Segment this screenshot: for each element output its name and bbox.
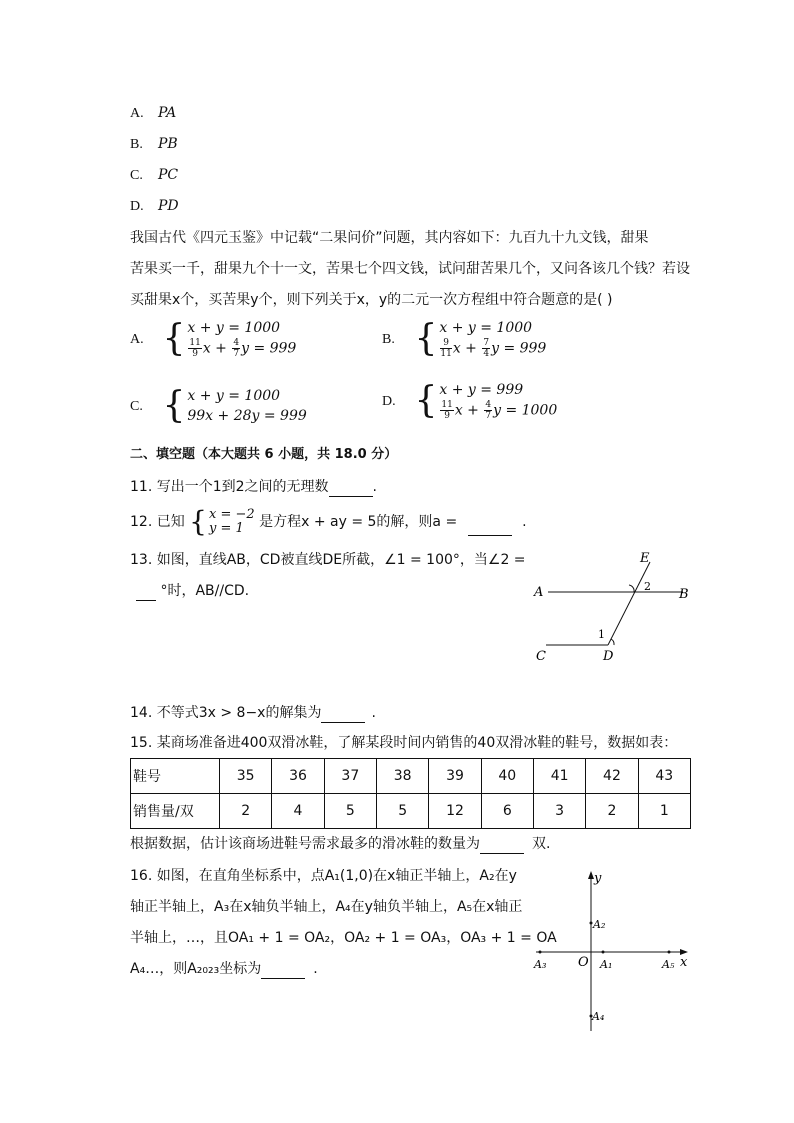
table-cell: 4	[272, 794, 324, 829]
label-e: E	[640, 551, 650, 566]
table-cell: 35	[220, 759, 272, 794]
q13-line-2: °时，AB//CD.	[130, 581, 249, 601]
table-cell: 40	[481, 759, 533, 794]
table-cell: 37	[324, 759, 376, 794]
q13-line-1: 13. 如图，直线AB，CD被直线DE所截，∠1 = 100°，当∠2 =	[130, 552, 526, 568]
table-cell: 5	[324, 794, 376, 829]
q15-text: 15. 某商场准备进400双滑冰鞋，了解某段时间内销售的40双滑冰鞋的鞋号，数据如表：	[130, 735, 678, 751]
equation-system: { x + y = 1000 99x + 28y = 999	[162, 385, 307, 426]
parallel-lines-figure	[528, 548, 698, 668]
table-header: 鞋号	[131, 759, 220, 794]
answer-blank[interactable]	[261, 964, 305, 979]
q16-line-4: A₄…，则A₂₀₂₃坐标为 .	[130, 961, 318, 977]
label-c: C	[536, 649, 546, 664]
answer-blank[interactable]	[321, 708, 365, 723]
table-header: 销售量/双	[131, 794, 220, 829]
answer-blank[interactable]	[329, 482, 373, 497]
answer-blank[interactable]	[136, 586, 156, 601]
table-cell: 3	[533, 794, 585, 829]
q9-option-b[interactable]: B. PB	[130, 136, 178, 152]
table-cell: 38	[376, 759, 428, 794]
q10-line-1: 我国古代《四元玉鉴》中记载“二果问价”问题，其内容如下：九百九十九文钱，甜果	[130, 230, 649, 246]
q16-line-3: 半轴上，…，且OA₁ + 1 = OA₂，OA₂ + 1 = OA₃，OA₃ + 1 = OA	[130, 930, 557, 946]
q16-line-1: 16. 如图，在直角坐标系中，点A₁(1,0)在x轴正半轴上，A₂在y	[130, 868, 517, 884]
q14: 14. 不等式3x > 8−x的解集为 .	[130, 705, 376, 721]
table-cell: 42	[586, 759, 638, 794]
table-cell: 12	[429, 794, 481, 829]
point-a5	[668, 951, 671, 954]
q10-option-d[interactable]: D. { x + y = 999 $\frac{11}{9}$ x + $\frac{4}{7}$ y = 1000	[382, 379, 558, 421]
table-cell: 6	[481, 794, 533, 829]
q11: 11. 写出一个1到2之间的无理数 .	[130, 479, 377, 495]
q9-option-d[interactable]: D. PD	[130, 198, 179, 214]
table-cell: 5	[376, 794, 428, 829]
table-cell: 2	[586, 794, 638, 829]
angle-2-arc	[629, 585, 634, 592]
table-row	[131, 794, 691, 829]
section-title: 二、填空题（本大题共 6 小题，共 18.0 分）	[130, 447, 398, 462]
label-d: D	[603, 649, 614, 664]
point-a3	[539, 951, 542, 954]
q16-line-2: 轴正半轴上，A₃在x轴负半轴上，A₄在y轴负半轴上，A₅在x轴正	[130, 899, 523, 915]
q10-option-a[interactable]: A. { x + y = 1000 $\frac{11}{9}$ x + $\frac{4}{7}$ y = 999	[130, 317, 297, 359]
q10-option-c[interactable]: C. { x + y = 1000 99x + 28y = 999	[130, 385, 307, 426]
label-a: A	[534, 585, 544, 600]
equation-system: { x + y = 999 $\frac{11}{9}$ x + $\frac{4}{7}$ y = 1000	[414, 379, 558, 421]
equation-system: { x + y = 1000 $\frac{9}{11}$ x + $\frac{7}{4}$ y = 999	[414, 317, 547, 359]
equation-system: { x + y = 1000 $\frac{11}{9}$ x + $\frac{4}{7}$ y = 999	[162, 317, 297, 359]
label-y: y	[594, 871, 602, 886]
label-a1: A₁	[600, 958, 613, 971]
label-angle-1: 1	[598, 628, 605, 641]
label-a2: A₂	[593, 918, 606, 931]
table-row	[131, 759, 691, 794]
q10-line-3: 买甜果x个，买苦果y个，则下列关于x，y的二元一次方程组中符合题意的是( )	[130, 292, 613, 308]
point-a1	[602, 951, 605, 954]
q10-line-2: 苦果买一千，甜果九个十一文，苦果七个四文钱，试问甜苦果几个，又问各该几个钱？若设	[130, 261, 690, 277]
label-o: O	[578, 955, 589, 970]
answer-blank[interactable]	[468, 521, 512, 536]
table-cell: 39	[429, 759, 481, 794]
label-a3: A₃	[534, 958, 547, 971]
coordinate-figure	[528, 866, 698, 1036]
label-b: B	[679, 587, 689, 602]
label-angle-2: 2	[644, 580, 651, 593]
q15-after: 根据数据，估计该商场进鞋号需求最多的滑冰鞋的数量为 双.	[130, 836, 551, 852]
table-cell: 2	[220, 794, 272, 829]
q9-option-c[interactable]: C. PC	[130, 167, 179, 183]
q9-option-a[interactable]: A. PA	[130, 105, 177, 121]
label-a4: A₄	[592, 1010, 605, 1023]
shoe-size-table	[130, 758, 691, 829]
label-x: x	[680, 955, 688, 970]
table-cell: 1	[638, 794, 690, 829]
q12: 12. 已知 { x = −2 y = 1 是方程x + ay = 5的解，则a = .	[130, 505, 527, 538]
label-a5: A₅	[662, 958, 675, 971]
angle-1-arc	[611, 639, 614, 645]
table-cell: 36	[272, 759, 324, 794]
table-cell: 43	[638, 759, 690, 794]
q10-option-b[interactable]: B. { x + y = 1000 $\frac{9}{11}$ x + $\frac{7}{4}$ y = 999	[382, 317, 547, 359]
line-de	[608, 562, 650, 645]
table-cell: 41	[533, 759, 585, 794]
answer-blank[interactable]	[480, 839, 524, 854]
